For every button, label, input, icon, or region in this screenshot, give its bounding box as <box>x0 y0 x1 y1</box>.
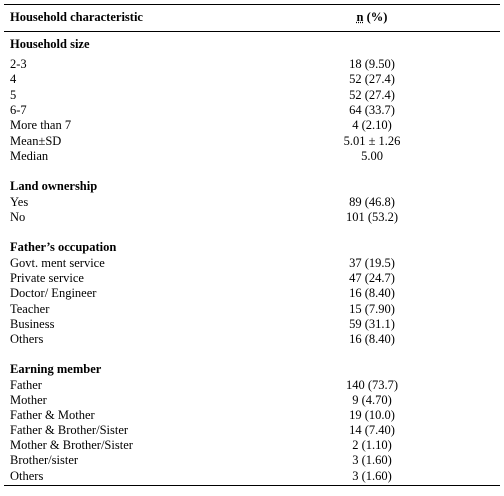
row-value: 3 (1.60) <box>352 453 392 467</box>
table-row <box>10 317 410 332</box>
table-row <box>10 302 410 317</box>
row-label: 2-3 <box>10 57 27 71</box>
table-row <box>10 393 410 408</box>
section-title-household-size: Household size <box>10 37 90 51</box>
row-value: 101 (53.2) <box>345 210 399 224</box>
table-row <box>10 57 410 72</box>
table-row <box>10 286 410 301</box>
table-row <box>10 423 410 438</box>
table-row <box>10 88 410 103</box>
table-row <box>10 378 410 393</box>
row-value: 52 (27.4) <box>349 88 395 102</box>
row-value: 140 (73.7) <box>345 378 399 392</box>
row-value: 19 (10.0) <box>349 408 395 422</box>
row-label: No <box>10 210 26 224</box>
row-value: 3 (1.60) <box>352 469 392 483</box>
column-header-n-percent <box>332 10 412 25</box>
row-label: Brother/sister <box>10 453 79 467</box>
table-row <box>10 256 410 271</box>
row-label: Doctor/ Engineer <box>10 286 97 300</box>
row-value: 15 (7.90) <box>349 302 395 316</box>
table-row <box>10 103 410 118</box>
row-value: 9 (4.70) <box>352 393 392 407</box>
section-title-land-ownership: Land ownership <box>10 179 98 193</box>
section-title-earning-member: Earning member <box>10 362 102 376</box>
row-value: 16 (8.40) <box>349 332 395 346</box>
row-label: Mean±SD <box>10 134 62 148</box>
table-row <box>10 408 410 423</box>
row-value: 5.01 ± 1.26 <box>343 134 401 148</box>
table-row <box>10 72 410 87</box>
row-value: 37 (19.5) <box>349 256 395 270</box>
row-label: Others <box>10 332 44 346</box>
table-row <box>10 134 410 149</box>
table-row <box>10 271 410 286</box>
row-label: Father & Brother/Sister <box>10 423 129 437</box>
row-label: Private service <box>10 271 84 285</box>
bottom-rule <box>4 485 500 486</box>
row-label: Mother & Brother/Sister <box>10 438 133 452</box>
row-value: 59 (31.1) <box>349 317 395 331</box>
row-label: Mother <box>10 393 47 407</box>
row-value: 5.00 <box>361 149 383 163</box>
row-value: 47 (24.7) <box>349 271 395 285</box>
row-label: Others <box>10 469 44 483</box>
table-row <box>10 453 410 468</box>
row-label: 4 <box>10 72 17 86</box>
row-label: 5 <box>10 88 17 102</box>
table-row <box>10 332 410 347</box>
table-row <box>10 438 410 453</box>
row-label: Father <box>10 378 42 392</box>
section-title-fathers-occupation: Father’s occupation <box>10 240 117 254</box>
row-value: 4 (2.10) <box>352 118 392 132</box>
table-row <box>10 469 410 484</box>
row-value: 14 (7.40) <box>349 423 395 437</box>
percent-label: (%) <box>363 10 388 24</box>
row-value: 18 (9.50) <box>349 57 395 71</box>
top-rule <box>4 4 500 5</box>
row-value: 16 (8.40) <box>349 286 395 300</box>
header-rule <box>4 31 500 32</box>
row-label: Govt. ment service <box>10 256 105 270</box>
row-label: Yes <box>10 195 29 209</box>
row-label: 6-7 <box>10 103 27 117</box>
row-value: 52 (27.4) <box>349 72 395 86</box>
table-row <box>10 149 410 164</box>
row-label: More than 7 <box>10 118 72 132</box>
row-value: 2 (1.10) <box>352 438 392 452</box>
column-header-characteristic: Household characteristic <box>10 10 143 24</box>
row-value: 64 (33.7) <box>349 103 395 117</box>
table-row <box>10 118 410 133</box>
row-label: Father & Mother <box>10 408 95 422</box>
table-row <box>10 210 410 225</box>
row-label: Teacher <box>10 302 50 316</box>
row-label: Median <box>10 149 49 163</box>
row-value: 89 (46.8) <box>349 195 395 209</box>
table-row <box>10 195 410 210</box>
row-label: Business <box>10 317 55 331</box>
n-label: n <box>356 10 364 24</box>
